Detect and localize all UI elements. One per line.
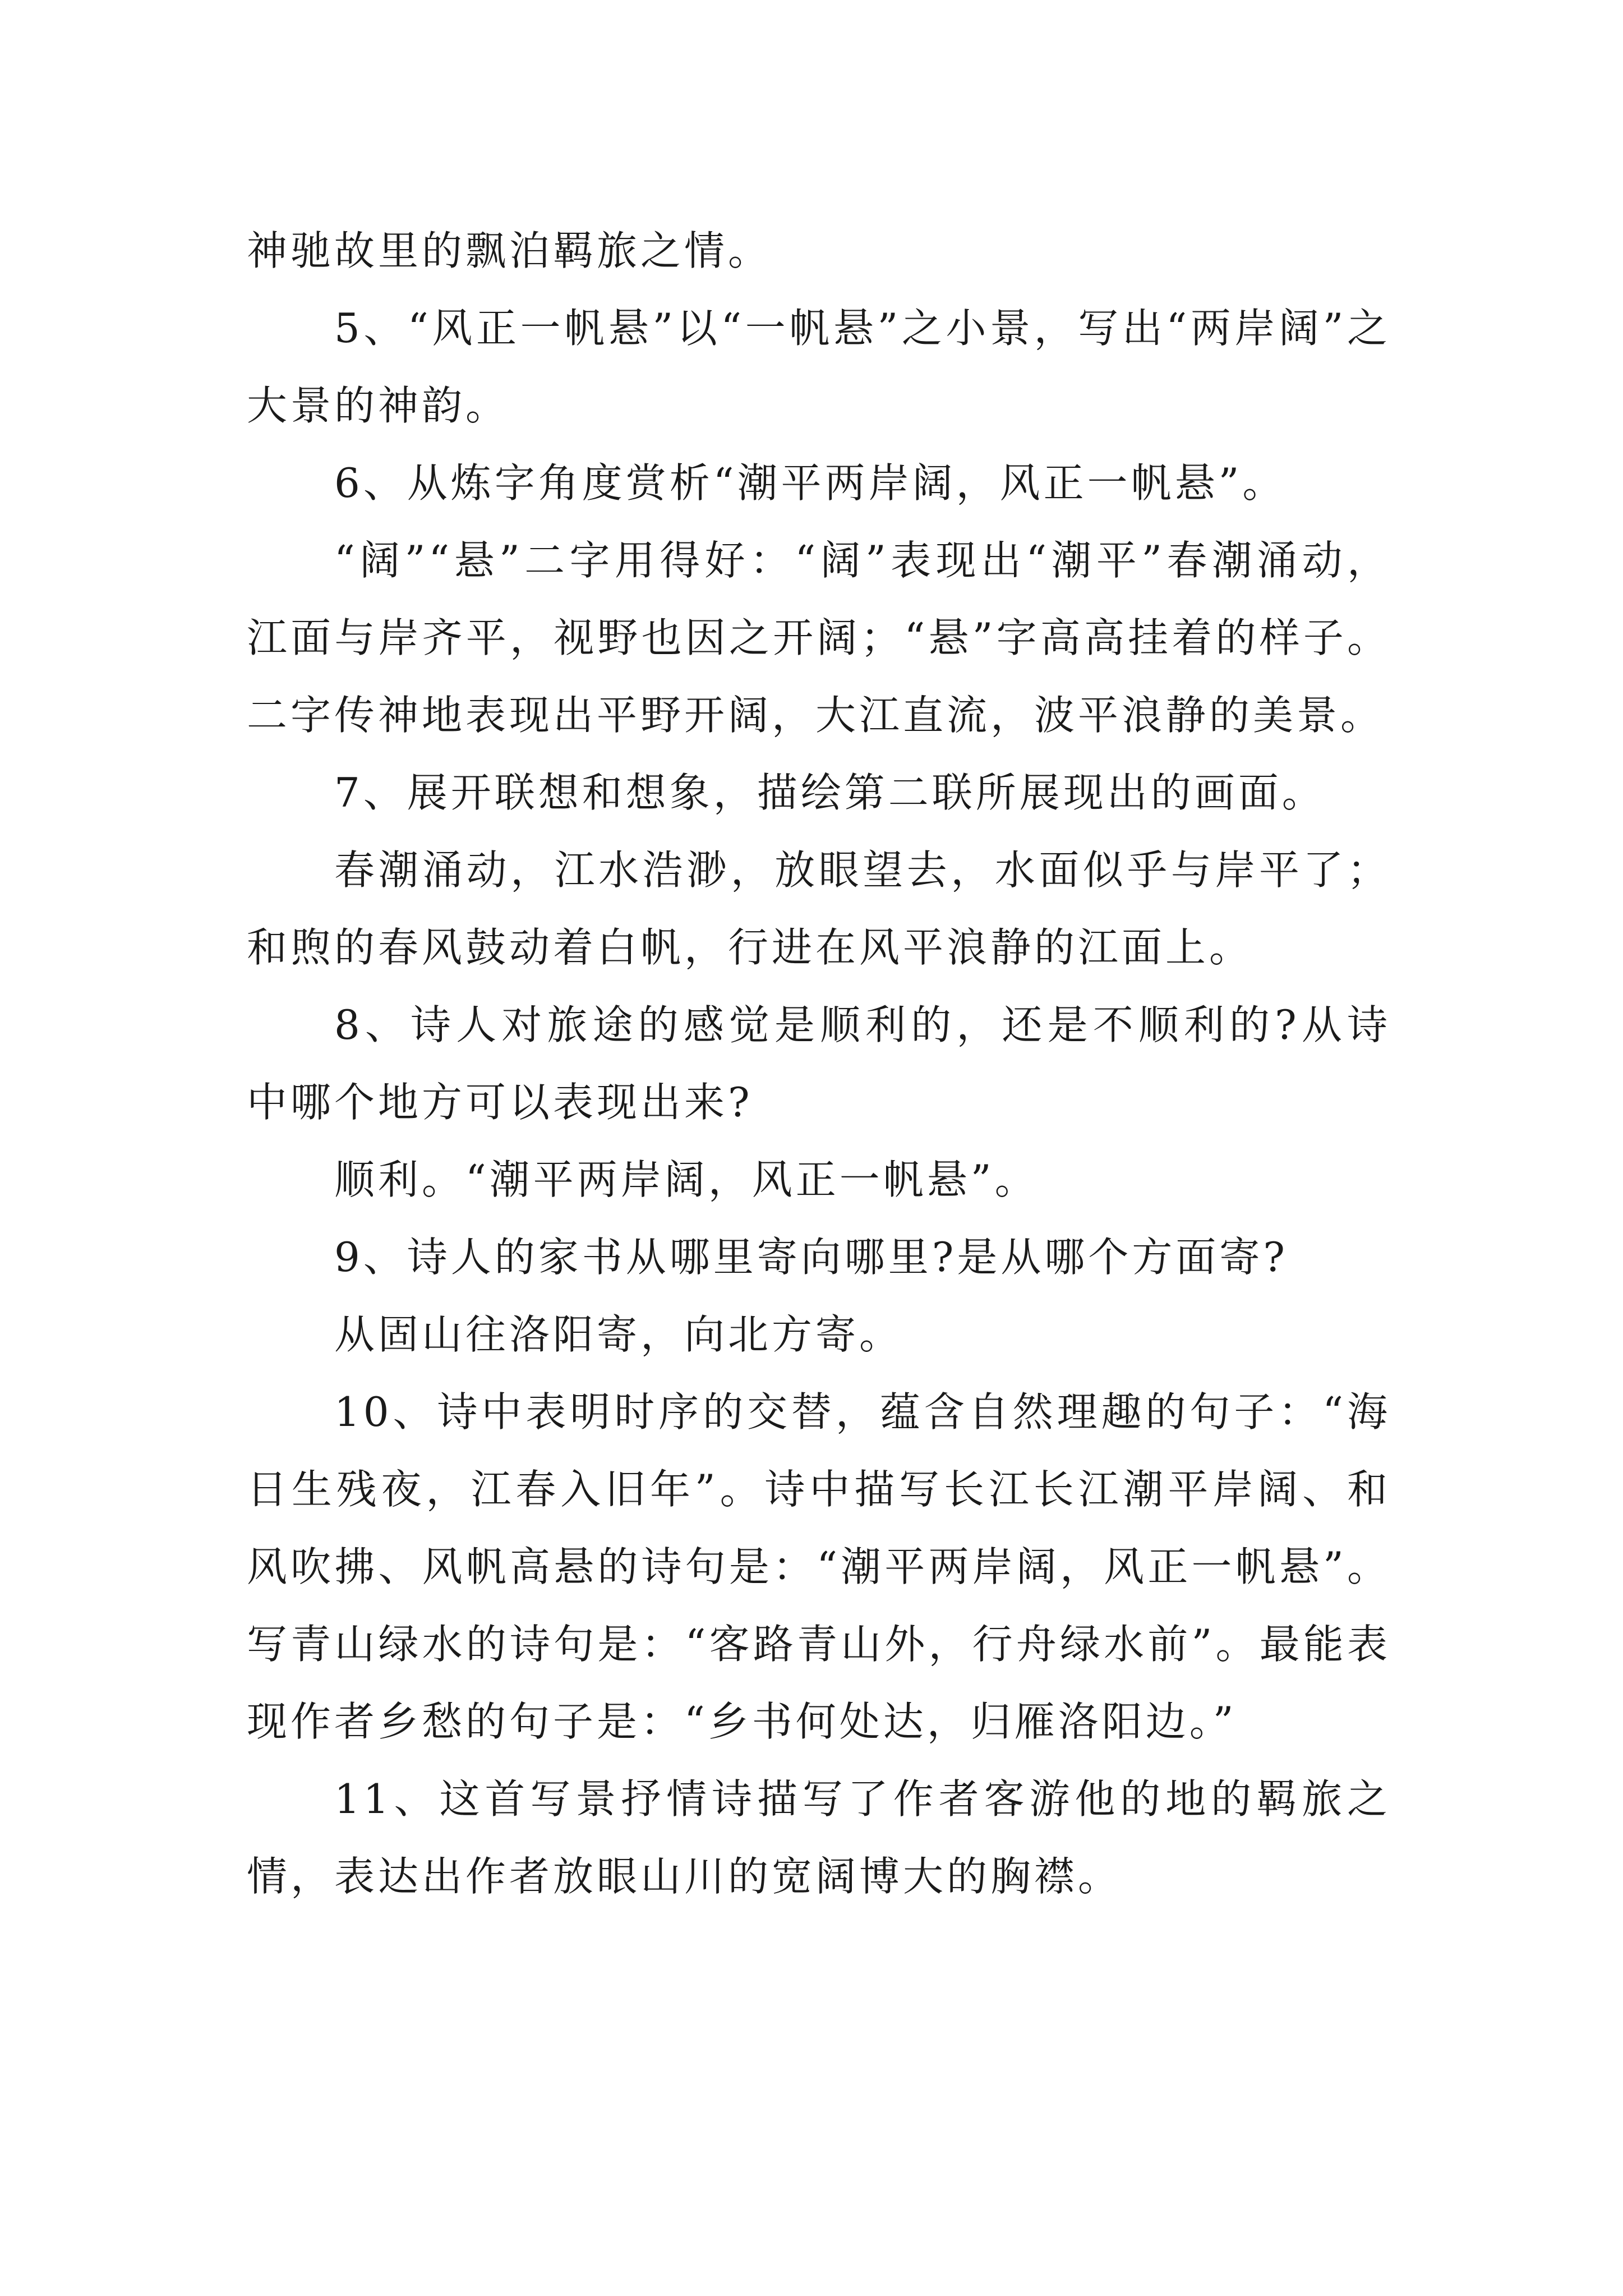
paragraph-12: 11、这首写景抒情诗描写了作者客游他的地的羁旅之情，表达出作者放眼山川的宽阔博大的胸襟。 <box>247 1775 1391 1900</box>
paragraph-6: 春潮涌动，江水浩渺，放眼望去，水面似乎与岸平了；和煦的春风鼓动着白帆，行进在风平浪静的江面上。 <box>247 846 1391 971</box>
paragraph-2: 5、“风正一帆悬”以“一帆悬”之小景，写出“两岸阔”之大景的神韵。 <box>247 305 1391 429</box>
paragraph-7: 8、诗人对旅途的感觉是顺利的，还是不顺利的?从诗中哪个地方可以表现出来? <box>247 1001 1391 1126</box>
paragraph-9: 9、诗人的家书从哪里寄向哪里?是从哪个方面寄? <box>334 1234 1289 1281</box>
paragraph-3: 6、从炼字角度赏析“潮平两岸阔，风正一帆悬”。 <box>334 459 1287 507</box>
paragraph-8: 顺利。“潮平两岸阔，风正一帆悬”。 <box>334 1156 1039 1203</box>
paragraph-5: 7、展开联想和想象，描绘第二联所展现出的画面。 <box>334 769 1326 816</box>
paragraph-10: 从固山往洛阳寄，向北方寄。 <box>334 1311 903 1358</box>
document-body <box>247 212 1391 1915</box>
paragraph-11: 10、诗中表明时序的交替，蕴含自然理趣的句子：“海日生残夜，江春入旧年”。诗中描写长江长江潮平岸阔、和风吹拂、风帆高悬的诗句是：“潮平两岸阔，风正一帆悬”。写青山绿水的诗句是：“客路青山外，行舟绿水前”。最能表现作者乡愁的句子是：“乡书何处达，归雁洛阳边。” <box>247 1388 1391 1745</box>
paragraph-1: 神驰故里的飘泊羁旅之情。 <box>247 227 772 274</box>
paragraph-4: “阔”“悬”二字用得好：“阔”表现出“潮平”春潮涌动，江面与岸齐平，视野也因之开阔；“悬”字高高挂着的样子。二字传神地表现出平野开阔，大江直流，波平浪静的美景。 <box>247 537 1391 739</box>
